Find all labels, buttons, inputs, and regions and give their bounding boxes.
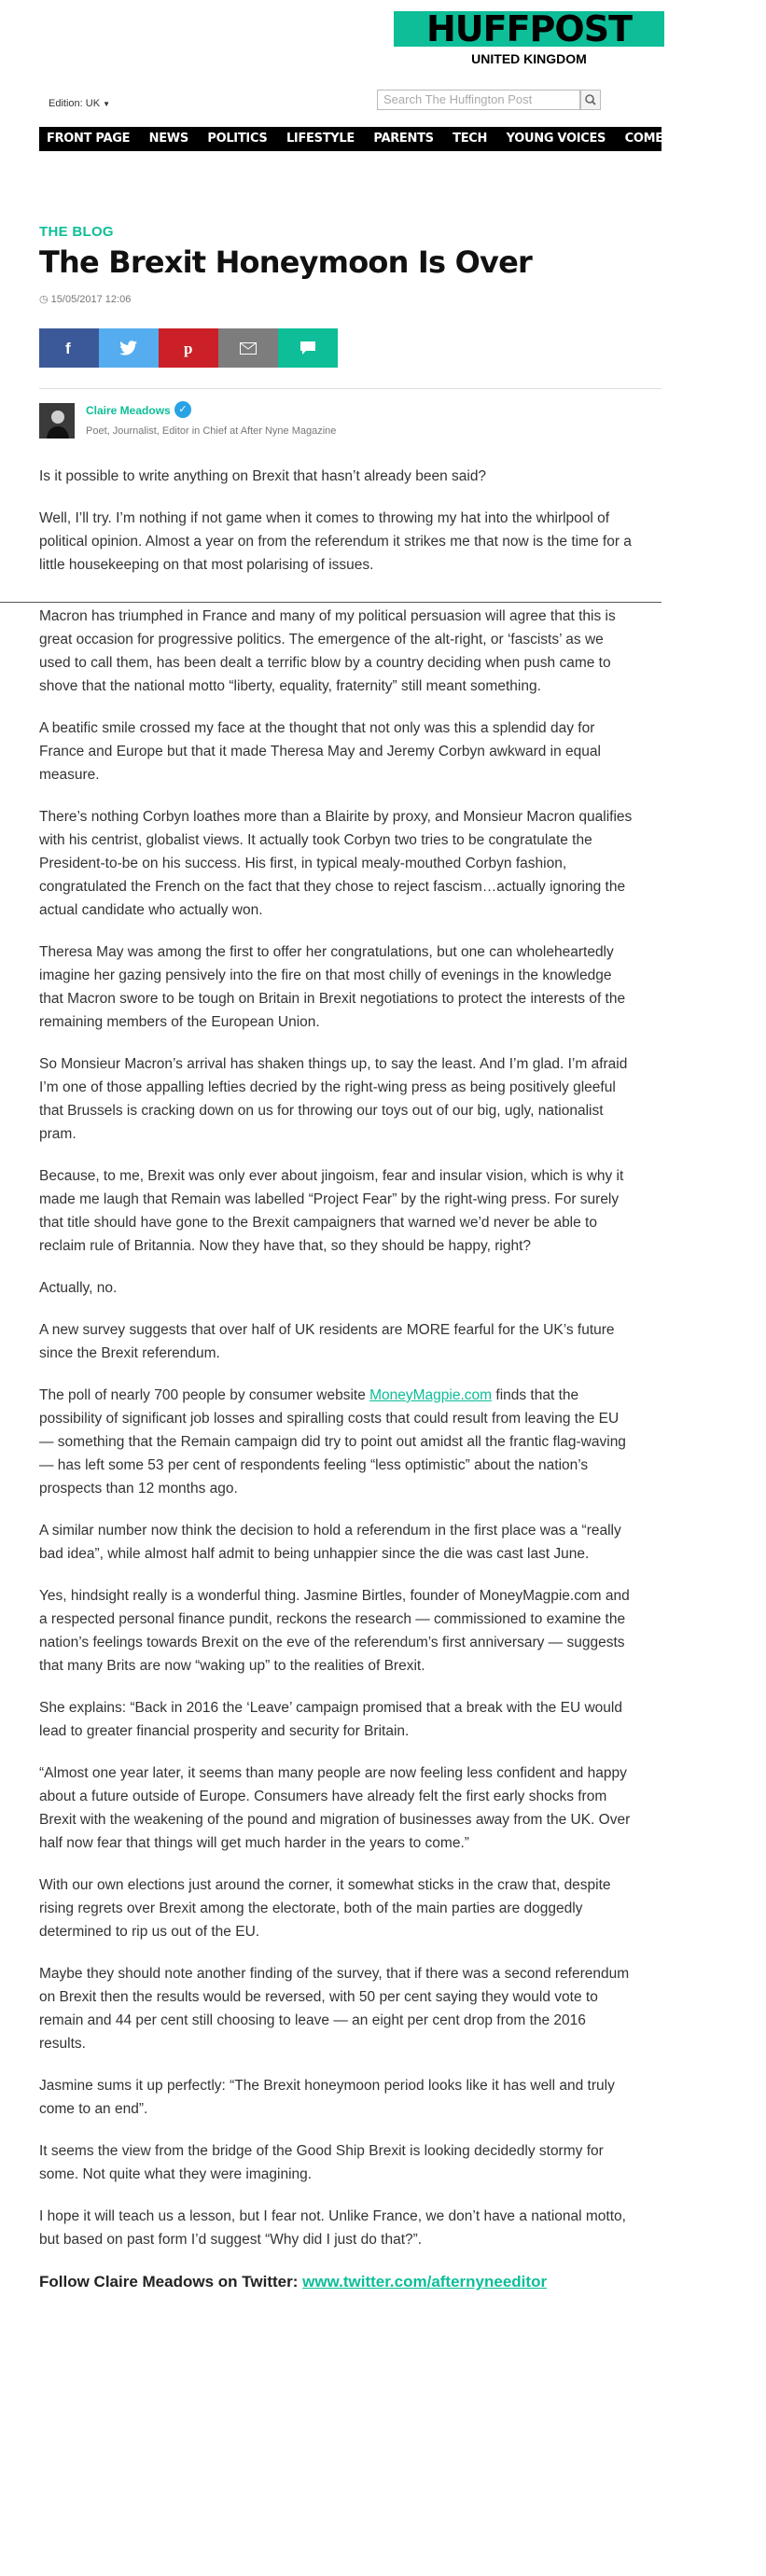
facebook-share-button[interactable]	[39, 328, 99, 368]
verified-checkmark-icon: ✓	[174, 401, 191, 418]
paragraph: A similar number now think the decision to hold a referendum in the first place was a “really bad idea”, while almost half admit to being unhappier since the die was cast last June.	[39, 1523, 621, 1562]
edition-region: UNITED KINGDOM	[471, 51, 587, 66]
nav-politics[interactable]: POLITICS	[207, 132, 268, 146]
clock-icon: ◷	[39, 294, 49, 305]
paragraph: A beatific smile crossed my face at the thought that not only was this a splendid day for France and Europe but that it made Theresa May and Jeremy Corbyn awkward in equal measure.	[39, 720, 601, 783]
nav-tech[interactable]: TECH	[453, 132, 488, 146]
twitter-icon	[119, 341, 138, 355]
paragraph: There’s nothing Corbyn loathes more than a Blairite by proxy, and Monsieur Macron qualifies with his centrist, globalist views. It actually took Corbyn two tries to be congratulate the President-to-be on his success. His first, in typical mealy-mouthed Corbyn fashion, congratulated the French on the fact that they chose to reject fascism…actually ignoring the actual candidate who actually won.	[39, 809, 633, 918]
edition-selector[interactable]	[49, 98, 110, 109]
paragraph	[39, 1384, 636, 1500]
paragraph: With our own elections just around the corner, it somewhat sticks in the craw that, despite rising regrets over Brexit among the electorate, both of the main parties are doggedly determined to rip us out of the EU.	[39, 1877, 611, 1940]
main-navigation	[39, 127, 759, 151]
section-label[interactable]: THE BLOG	[39, 224, 114, 240]
paragraph: A new survey suggests that over half of UK residents are MORE fearful for the UK’s future since the Brexit referendum.	[39, 1322, 615, 1361]
paragraph: Macron has triumphed in France and many of my political persuasion will agree that this is great occasion for progressive politics. The emergence of the alt-right, or ‘fascists’ as we used to call them, has been dealt a terrific blow by a country deciding when push came to shove that the national motto “liberty, equality, fraternity” still meant something.	[39, 608, 616, 694]
email-icon	[240, 342, 257, 355]
author-bio: Poet, Journalist, Editor in Chief at After Nyne Magazine	[86, 425, 337, 437]
svg-text:p: p	[184, 340, 193, 357]
author-avatar[interactable]	[39, 403, 75, 439]
pinterest-share-button[interactable]	[159, 328, 218, 368]
nav-news[interactable]: NEWS	[148, 132, 188, 146]
nav-parents[interactable]: PARENTS	[373, 132, 434, 146]
paragraph: Actually, no.	[39, 1280, 118, 1296]
comment-icon	[299, 341, 316, 355]
paragraph: Is it possible to write anything on Brexit that hasn’t already been said?	[39, 468, 487, 484]
nav-lifestyle[interactable]: LIFESTYLE	[286, 132, 355, 146]
svg-text:f: f	[65, 340, 71, 357]
divider	[39, 388, 662, 389]
paragraph: Jasmine sums it up perfectly: “The Brexit honeymoon period looks like it has well and truly come to an end”.	[39, 2078, 615, 2117]
paragraph: Maybe they should note another finding of the survey, that if there was a second referendum on Brexit then the results would be reversed, with 50 per cent saying they would vote to remain and 44 per cent still choosing to leave — an eight per cent drop from the 2016 results.	[39, 1966, 630, 2052]
moneymagpie-link[interactable]: MoneyMagpie.com	[369, 1387, 493, 1403]
paragraph: Well, I’ll try. I’m nothing if not game when it comes to throwing my hat into the whirlpool of political opinion. Almost a year on from the referendum it strikes me that now is the time for a little housekeeping on that most polarising of issues.	[39, 510, 632, 573]
search-button[interactable]	[580, 90, 601, 110]
paragraph: So Monsieur Macron’s arrival has shaken things up, to say the least. And I’m glad. I’m afraid I’m one of those appalling lefties decried by the right-wing press as being positively gleeful that Brussels is cracking down on us for throwing our toys out of our big, ugly, nationalist pram.	[39, 1056, 628, 1142]
huffpost-logo[interactable]: HUFFPOST	[394, 11, 664, 47]
paragraph: “Almost one year later, it seems than many people are now feeling less confident and happy about a future outside of Europe. Consumers have already felt the first early shocks from Brexit with the weakening of the pound and migration of businesses away from the UK. Over half now fear that things will get much harder in the years to come.”	[39, 1765, 631, 1851]
publish-date	[39, 293, 131, 305]
author-name[interactable]: Claire Meadows	[86, 404, 171, 417]
nav-young-voices[interactable]: YOUNG VOICES	[506, 132, 606, 146]
email-share-button[interactable]	[218, 328, 278, 368]
chevron-down-icon: ▼	[103, 100, 111, 108]
text-span: The poll of nearly 700 people by consumer website	[39, 1387, 370, 1403]
paragraph: Theresa May was among the first to offer her congratulations, but one can wholeheartedly imagine her gazing pensively into the fire on that most chilly of evenings in the knowledge that Macron swore to be tough on Britain in Brexit negotiations to protect the interests of the remaining members of the European Union.	[39, 944, 626, 1030]
facebook-icon	[62, 340, 77, 356]
avatar-portrait-icon	[39, 403, 75, 439]
twitter-profile-link[interactable]: www.twitter.com/afternyneeditor	[302, 2273, 548, 2291]
paragraph: Yes, hindsight really is a wonderful thing. Jasmine Birtles, founder of MoneyMagpie.com and a respected personal finance pundit, reckons the research — commissioned to examine the nation’s feelings towards Brexit on the eve of the referendum’s first anniversary — suggests that many Brits are now “waking up” to the realities of Brexit.	[39, 1588, 630, 1674]
follow-author	[39, 2270, 636, 2293]
search-icon	[581, 91, 600, 109]
pinterest-icon	[181, 340, 196, 356]
search-input[interactable]: Search The Huffington Post	[377, 90, 580, 110]
paragraph: It seems the view from the bridge of the Good Ship Brexit is looking decidedly stormy for some. Not quite what they were imagining.	[39, 2143, 604, 2182]
date-text: 15/05/2017 12:06	[50, 294, 132, 305]
follow-text: Follow Claire Meadows on Twitter:	[39, 2273, 303, 2291]
text-span: finds that the possibility of significant job losses and spiralling costs that could result from leaving the EU — something that the Remain campaign did try to point out amidst all the frantic flag-waving — has left some 53 per cent of respondents feeling “less optimistic” about the nation’s prospects than 12 months ago.	[39, 1387, 626, 1497]
paragraph: I hope it will teach us a lesson, but I fear not. Unlike France, we don’t have a national motto, but based on past form I’d suggest “Why did I just do that?”.	[39, 2208, 626, 2248]
comment-button[interactable]	[278, 328, 338, 368]
article-title: The Brexit Honeymoon Is Over	[39, 244, 532, 280]
edition-label: Edition: UK	[49, 98, 101, 109]
paragraph: Because, to me, Brexit was only ever about jingoism, fear and insular vision, which is why it made me laugh that Remain was labelled “Project Fear” by the right-wing press. For surely that title should have gone to the Brexit campaigners that warned we’d never be able to reclaim rule of Britannia. Now they have that, so they should be happy, right?	[39, 1168, 624, 1254]
nav-comedy[interactable]: COMEDY	[624, 132, 681, 146]
nav-entertainment[interactable]: ENTERTA	[699, 132, 759, 146]
nav-front-page[interactable]: FRONT PAGE	[47, 132, 131, 146]
article-body	[39, 465, 636, 2293]
paragraph: She explains: “Back in 2016 the ‘Leave’ campaign promised that a break with the EU would lead to greater financial prosperity and security for Britain.	[39, 1700, 622, 1739]
twitter-share-button[interactable]	[99, 328, 159, 368]
